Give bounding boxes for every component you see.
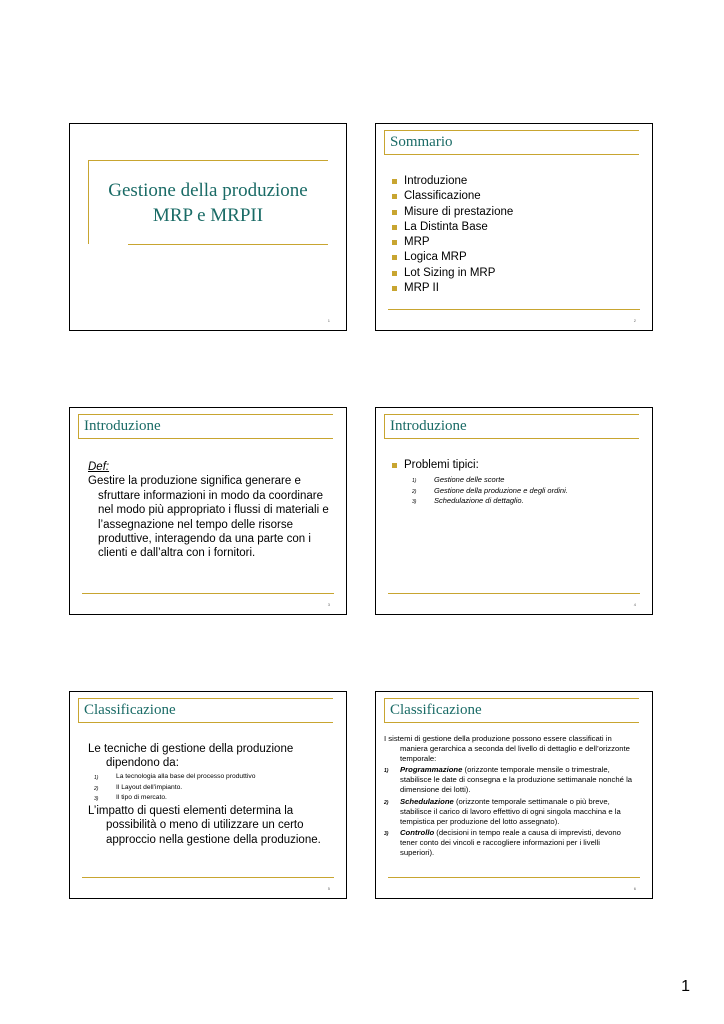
slide-number: 5 [327, 886, 330, 891]
body-line: Gestire la produzione significa generare e [88, 475, 301, 488]
slide-number: 6 [633, 886, 636, 891]
title-line-2: MRP e MRPII [152, 205, 264, 226]
slide-number: 4 [633, 602, 636, 607]
list-item: 2) Schedulazione (orizzonte temporale settimanale o più breve, stabilisce il carico di lavoro effettivo di ogni singola macchina e la tempistica per produzione del lotto assegnato). [384, 796, 621, 826]
slide-3 [69, 407, 347, 615]
body-line: L’impatto di questi elementi determina la [88, 805, 294, 817]
title-line-1: Gestione della produzione [108, 180, 308, 201]
bullet-icon [392, 210, 397, 215]
slide-1 [69, 123, 347, 331]
footer-line [388, 309, 640, 310]
list-item: 2) Gestione della produzione e degli ordini. [412, 485, 568, 495]
bullet-icon [392, 225, 397, 230]
def-label: Def: [88, 461, 110, 473]
slide-1-title [70, 178, 346, 228]
intro-block [88, 742, 293, 771]
list-item: 1) Programmazione (orizzonte temporale mensile o trimestrale, stabilisce le date di consegna e la produzione settimanale nonché la dimensione dei lotti). [384, 765, 633, 795]
body-line: l’assegnazione nel tempo delle risorse [98, 518, 293, 531]
footer-line [82, 877, 334, 878]
slide-number: 1 [327, 318, 330, 323]
cover-bottom-line [128, 244, 328, 245]
slide-title: Sommario [390, 134, 453, 150]
footer-line [82, 593, 334, 594]
bullet-icon [392, 240, 397, 245]
slide-title: Introduzione [84, 418, 161, 434]
item-number: 3) [384, 830, 389, 837]
footer-line [388, 877, 640, 878]
slide-5 [69, 691, 347, 899]
slide-4 [375, 407, 653, 615]
list-item: Classificazione [392, 189, 513, 204]
body-line: Le tecniche di gestione della produzione [88, 743, 294, 755]
body-line: I sistemi di gestione della produzione possono essere classificati in [384, 734, 612, 743]
bullet-icon [392, 271, 397, 276]
bullet-icon [392, 255, 397, 260]
list-item: 3) Il tipo di mercato. [94, 794, 167, 802]
page-number: 1 [681, 978, 690, 995]
body-line: produttive, interagendo da una parte con i [98, 533, 311, 546]
list-item: La Distinta Base [392, 220, 513, 235]
body-line: sfruttare informazioni in modo da coordinare [98, 489, 324, 502]
body-line: dipendono da: [106, 757, 179, 770]
list-item: Problemi tipici: [392, 458, 479, 473]
body-line: temporale: [400, 754, 437, 764]
classification-text [384, 734, 632, 858]
bullet-icon [392, 286, 397, 291]
problems-list [392, 458, 479, 473]
list-item: MRP II [392, 281, 513, 296]
list-item: 1) Gestione delle scorte [412, 475, 505, 484]
bullet-icon [392, 194, 397, 199]
list-item: Misure di prestazione [392, 205, 513, 220]
list-item: Logica MRP [392, 250, 513, 265]
sommario-list [392, 174, 513, 296]
outro-block [88, 804, 321, 847]
numbered-list [412, 475, 568, 507]
body-line: maniera gerarchica a seconda del livello di dettaglio e dell’orizzonte [400, 744, 630, 754]
slide-6 [375, 691, 653, 899]
bullet-icon [392, 179, 397, 184]
list-item: 2) Il Layout dell’impianto. [94, 783, 183, 792]
list-item: MRP [392, 235, 513, 250]
slide-title: Classificazione [390, 702, 482, 718]
slide-number: 3 [327, 602, 330, 607]
list-item: Lot Sizing in MRP [392, 266, 513, 281]
numbered-list [94, 772, 256, 804]
body-line: nel modo più appropriato i flussi di materiali e [98, 504, 329, 517]
list-item: 3) Schedulazione di dettaglio. [412, 496, 524, 505]
body-line: possibilità o meno di utilizzare un certo [106, 819, 304, 832]
list-item: 1) La tecnologia alla base del processo produttivo [94, 773, 256, 781]
slide-number: 2 [633, 318, 636, 323]
slide-title: Classificazione [84, 702, 176, 718]
slide-title: Introduzione [390, 418, 467, 434]
bullet-icon [392, 463, 397, 468]
footer-line [388, 593, 640, 594]
item-number: 2) [384, 799, 389, 806]
list-item: Introduzione [392, 174, 513, 189]
slide-2 [375, 123, 653, 331]
definition-block [88, 460, 329, 561]
body-line: approccio nella gestione della produzione. [106, 833, 321, 846]
list-item: 3) Controllo (decisioni in tempo reale a causa di imprevisti, devono tener conto dei vincoli e raccogliere informazioni per i livelli superiori). [384, 827, 621, 858]
item-number: 1) [384, 768, 389, 775]
body-line: clienti e dall’altra con i fornitori. [98, 547, 256, 560]
